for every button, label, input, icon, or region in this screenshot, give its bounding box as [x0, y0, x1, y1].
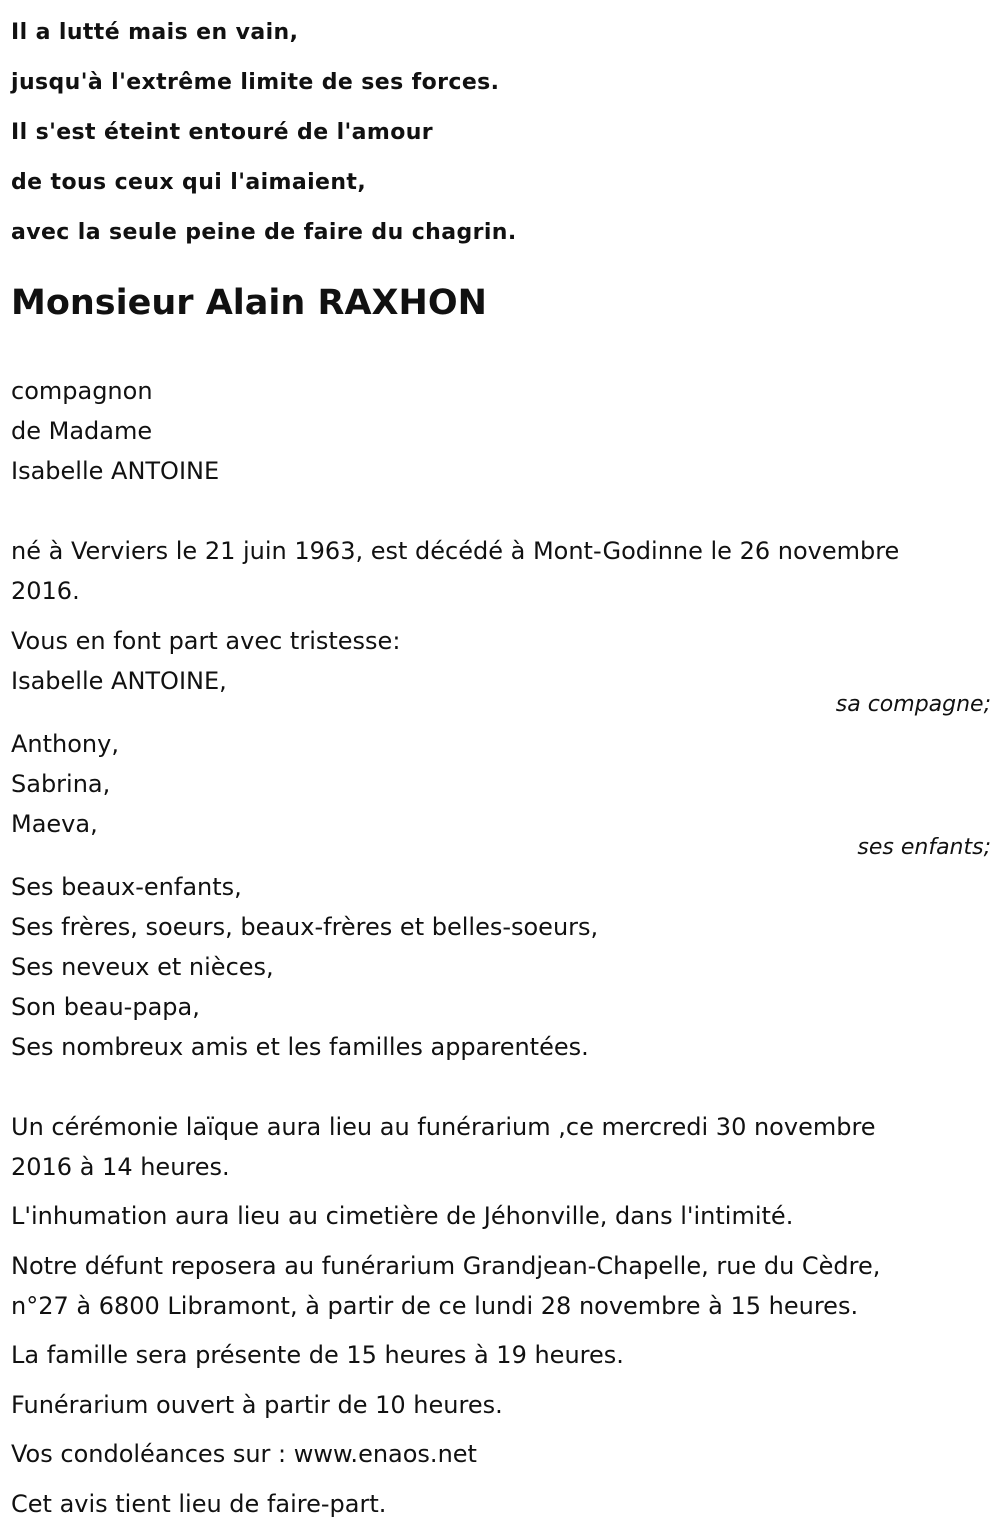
child-name: Anthony,	[11, 730, 119, 758]
family-member-line: Ses frères, soeurs, beaux-frères et belles-soeurs,	[11, 913, 599, 941]
poem-line: Il a lutté mais en vain,	[11, 20, 299, 45]
condolences-line: Vos condoléances sur : www.enaos.net	[11, 1440, 477, 1468]
poem-line: de tous ceux qui l'aimaient,	[11, 170, 367, 195]
family-member-line: Son beau-papa,	[11, 993, 200, 1021]
ceremony-line: 2016 à 14 heures.	[11, 1153, 230, 1181]
poem-line: jusqu'à l'extrême limite de ses forces.	[11, 70, 500, 95]
deceased-name: Monsieur Alain RAXHON	[11, 283, 487, 323]
family-member-line: Ses neveux et nièces,	[11, 953, 274, 981]
partner-line: Isabelle ANTOINE	[11, 457, 220, 485]
companion-role: sa compagne;	[835, 692, 991, 717]
family-member-line: Ses beaux-enfants,	[11, 873, 242, 901]
funerarium-opening: Funérarium ouvert à partir de 10 heures.	[11, 1391, 503, 1419]
family-member-line: Ses nombreux amis et les familles apparentées.	[11, 1033, 589, 1061]
repose-line: n°27 à 6800 Libramont, à partir de ce lundi 28 novembre à 15 heures.	[11, 1292, 859, 1320]
family-presence: La famille sera présente de 15 heures à 19 heures.	[11, 1341, 624, 1369]
ceremony-line: Un cérémonie laïque aura lieu au funérarium ,ce mercredi 30 novembre	[11, 1113, 876, 1141]
poem	[11, 8, 991, 258]
notice-line: Cet avis tient lieu de faire-part.	[11, 1490, 387, 1518]
burial-info: L'inhumation aura lieu au cimetière de Jéhonville, dans l'intimité.	[11, 1202, 794, 1230]
poem-line: avec la seule peine de faire du chagrin.	[11, 220, 517, 245]
repose-line: Notre défunt reposera au funérarium Grandjean-Chapelle, rue du Cèdre,	[11, 1252, 881, 1280]
announcement-intro: Vous en font part avec tristesse:	[11, 627, 401, 655]
partner-line: compagnon	[11, 377, 153, 405]
child-name: Sabrina,	[11, 770, 111, 798]
child-name: Maeva,	[11, 810, 98, 838]
poem-line: Il s'est éteint entouré de l'amour	[11, 120, 434, 145]
birth-death-line: 2016.	[11, 577, 80, 605]
children-role: ses enfants;	[857, 835, 991, 860]
companion-name: Isabelle ANTOINE,	[11, 667, 227, 695]
partner-line: de Madame	[11, 417, 153, 445]
birth-death-line: né à Verviers le 21 juin 1963, est décédé à Mont-Godinne le 26 novembre	[11, 537, 900, 565]
